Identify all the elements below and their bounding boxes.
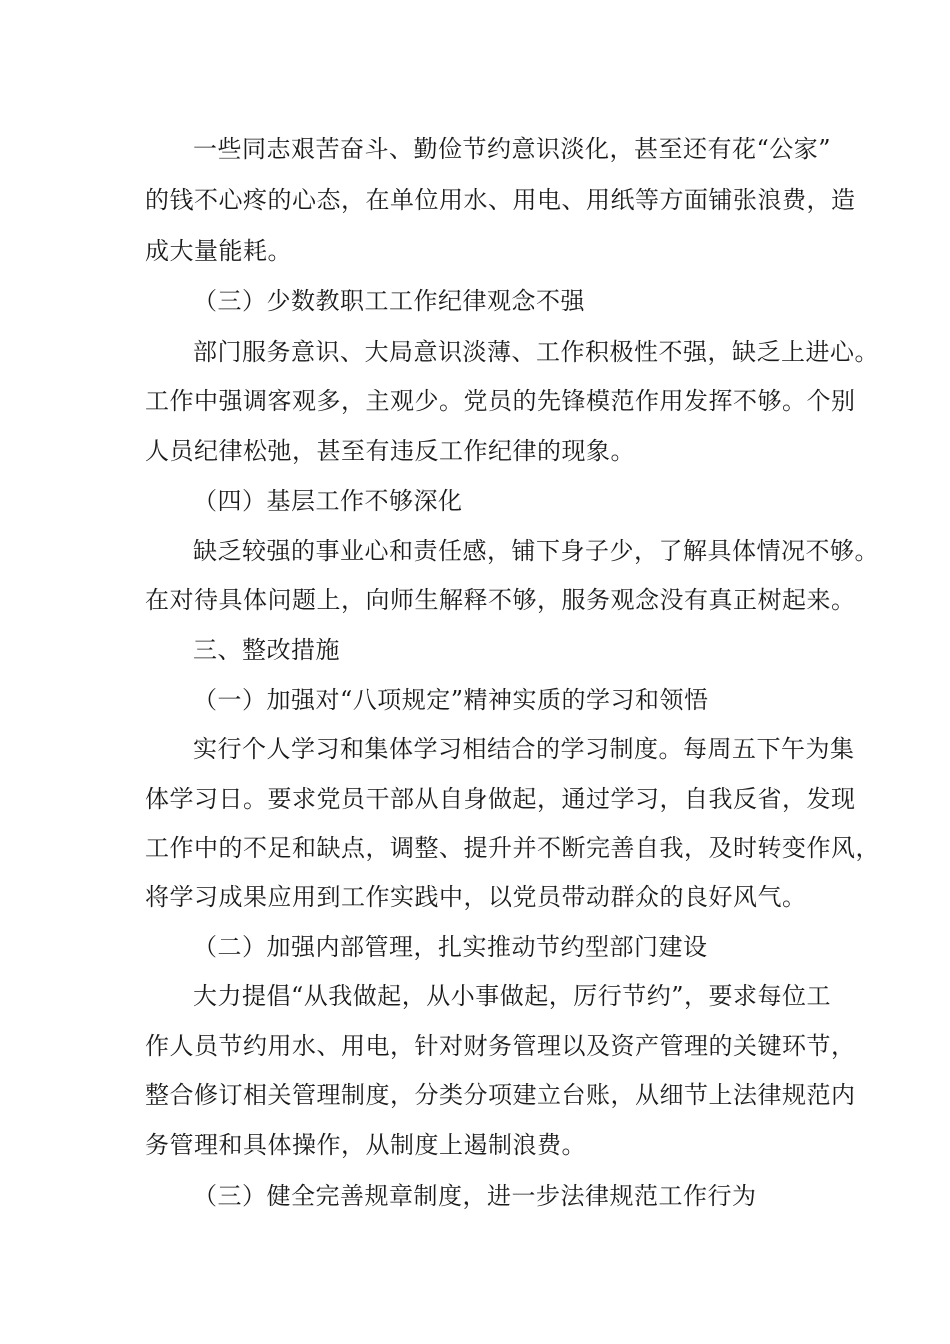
paragraph-line: 体学习日。要求党员干部从自身做起，通过学习，自我反省，发现 [145, 785, 856, 813]
paragraph-line: 的钱不心疼的心态，在单位用水、用电、用纸等方面铺张浪费，造 [145, 186, 856, 214]
paragraph-line: 工作中的不足和缺点，调整、提升并不断完善自我，及时转变作风， [145, 834, 880, 862]
paragraph-line: 务管理和具体操作，从制度上遏制浪费。 [145, 1131, 586, 1159]
paragraph-line: 缺乏较强的事业心和责任感，铺下身子少，了解具体情况不够。 [193, 537, 879, 565]
paragraph-line: 部门服务意识、大局意识淡薄、工作积极性不强，缺乏上进心。 [193, 338, 879, 366]
section-heading: （一）加强对“八项规定”精神实质的学习和领悟 [193, 686, 709, 714]
paragraph-line: 人员纪律松弛，甚至有违反工作纪律的现象。 [145, 437, 635, 465]
section-heading: （三）少数教职工工作纪律观念不强 [193, 287, 585, 315]
paragraph-line: 一些同志艰苦奋斗、勤俭节约意识淡化，甚至还有花“公家” [193, 135, 832, 163]
paragraph-line: 工作中强调客观多，主观少。党员的先锋模范作用发挥不够。个别 [145, 387, 856, 415]
section-heading: 三、整改措施 [193, 636, 340, 664]
paragraph-line: 在对待具体问题上，向师生解释不够，服务观念没有真正树起来。 [145, 586, 856, 614]
paragraph-line: 作人员节约用水、用电，针对财务管理以及资产管理的关键环节， [145, 1032, 856, 1060]
paragraph-line: 将学习成果应用到工作实践中，以党员带动群众的良好风气。 [145, 883, 807, 911]
paragraph-line: 成大量能耗。 [145, 237, 292, 265]
paragraph-line: 大力提倡“从我做起，从小事做起，厉行节约”，要求每位工 [193, 982, 832, 1010]
section-heading: （三）健全完善规章制度，进一步法律规范工作行为 [193, 1182, 757, 1210]
section-heading: （四）基层工作不够深化 [193, 487, 463, 515]
paragraph-line: 实行个人学习和集体学习相结合的学习制度。每周五下午为集 [193, 735, 855, 763]
paragraph-line: 整合修订相关管理制度，分类分项建立台账，从细节上法律规范内 [145, 1081, 856, 1109]
section-heading: （二）加强内部管理，扎实推动节约型部门建设 [193, 933, 708, 961]
